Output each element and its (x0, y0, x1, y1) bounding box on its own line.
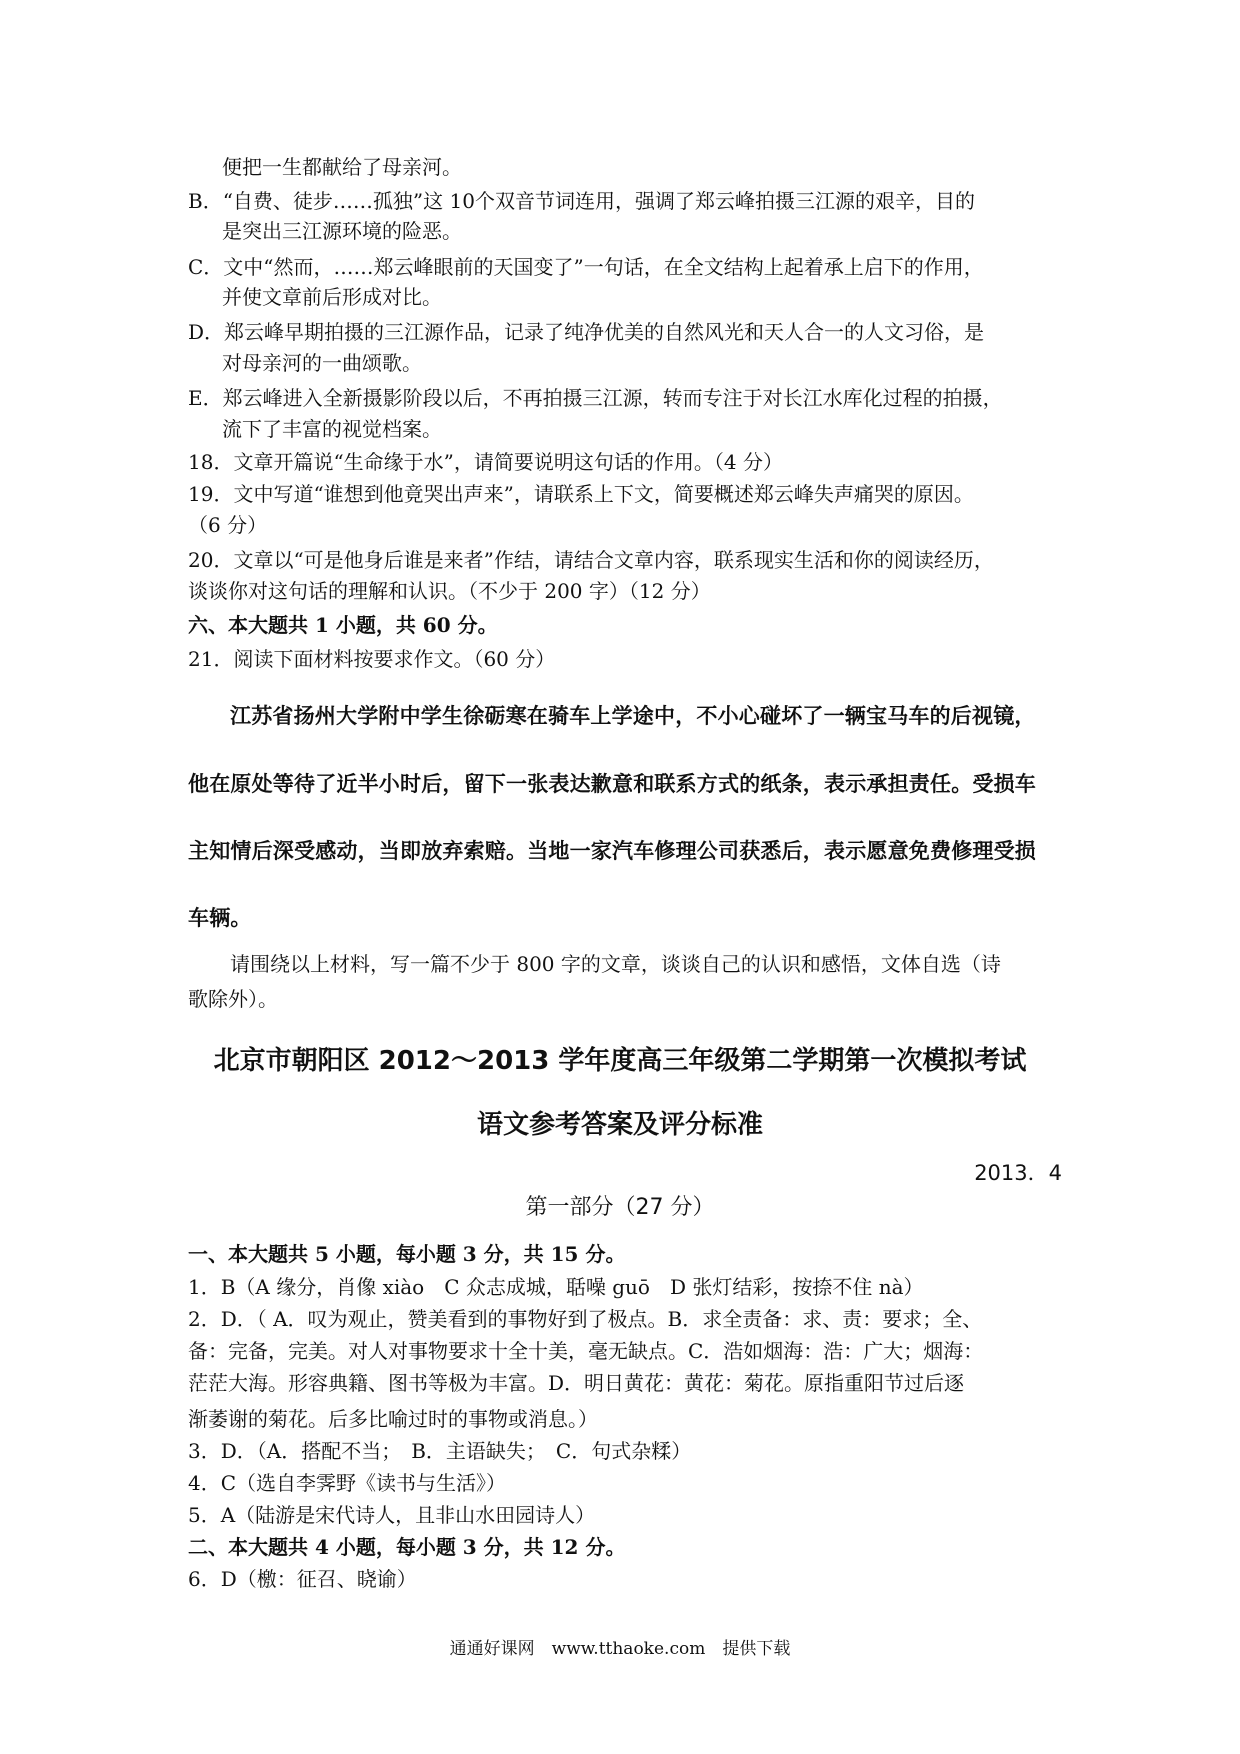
answer-3: 3．D．（A．搭配不当； B．主语缺失； C．句式杂糅） (188, 1439, 692, 1463)
answer-2: 2．D．（ A．叹为观止，赞美看到的事物好到了极点。B．求全责备：求、责：要求；全、 (188, 1307, 983, 1331)
option-c: C．文中“然而，……郑云峰眼前的天国变了”一句话，在全文结构上起着承上启下的作用， (188, 255, 984, 279)
section-heading: 六、本大题共 1 小题，共 60 分。 (188, 613, 498, 637)
question-19: 19．文中写道“谁想到他竟哭出声来”，请联系上下文，简要概述郑云峰失声痛哭的原因。 (188, 482, 974, 506)
question-19-score: （6 分） (188, 513, 268, 537)
option-b: B．“自费、徒步……孤独”这 10个双音节词连用，强调了郑云峰拍摄三江源的艰辛，目的 (188, 189, 975, 213)
answer-1: 1．B（A 缘分，肖像 xiào C 众志成城，聒噪 guō D 张灯结彩，按捺不住 nà） (188, 1275, 924, 1299)
question-20: 20．文章以“可是他身后谁是来者”作结，请结合文章内容，联系现实生活和你的阅读经历， (188, 548, 994, 572)
essay-material-line: 他在原处等待了近半小时后，留下一张表达歉意和联系方式的纸条，表示承担责任。受损车 (188, 772, 1036, 796)
text-line: 是突出三江源环境的险恶。 (222, 219, 462, 243)
option-d: D．郑云峰早期拍摄的三江源作品，记录了纯净优美的自然风光和天人合一的人文习俗，是 (188, 320, 985, 344)
answer-6: 6．D（檄：征召、晓谕） (188, 1567, 417, 1591)
text-line: 对母亲河的一曲颂歌。 (222, 351, 422, 375)
question-21: 21．阅读下面材料按要求作文。（60 分） (188, 647, 556, 671)
text-line: 谈谈你对这句话的理解和认识。（不少于 200 字）（12 分） (188, 579, 711, 603)
essay-prompt: 请围绕以上材料，写一篇不少于 800 字的文章，谈谈自己的认识和感悟，文体自选（诗 (230, 952, 1001, 976)
section-heading: 二、本大题共 4 小题，每小题 3 分，共 12 分。 (188, 1535, 626, 1559)
essay-material-line: 主知情后深受感动，当即放弃索赔。当地一家汽车修理公司获悉后，表示愿意免费修理受损 (188, 839, 1036, 863)
answer-2-cont: 备：完备，完美。对人对事物要求十全十美，毫无缺点。C．浩如烟海：浩：广大；烟海： (188, 1339, 984, 1363)
answer-2-cont: 渐萎谢的菊花。后多比喻过时的事物或消息。） (188, 1407, 598, 1431)
essay-prompt: 歌除外）。 (188, 987, 278, 1011)
text-line: 并使文章前后形成对比。 (222, 285, 442, 309)
option-e: E．郑云峰进入全新摄影阶段以后，不再拍摄三江源，转而专注于对长江水库化过程的拍摄， (188, 386, 1003, 410)
text-line: 便把一生都献给了母亲河。 (222, 155, 462, 179)
page-footer: 通通好课网 www.tthaoke.com 提供下载 (449, 1639, 791, 1659)
answer-key-title: 北京市朝阳区 2012～2013 学年度高三年级第二学期第一次模拟考试 (213, 1046, 1027, 1076)
question-18: 18．文章开篇说“生命缘于水”，请简要说明这句话的作用。（4 分） (188, 450, 783, 474)
answer-4: 4．C（选自李霁野《读书与生活》） (188, 1471, 507, 1495)
date-label: 2013．4 (974, 1161, 1062, 1185)
essay-material-line: 江苏省扬州大学附中学生徐砺寒在骑车上学途中，不小心碰坏了一辆宝马车的后视镜， (230, 704, 1036, 728)
answer-key-subtitle: 语文参考答案及评分标准 (476, 1110, 763, 1140)
essay-material-line: 车辆。 (188, 906, 252, 930)
text-line: 流下了丰富的视觉档案。 (222, 417, 442, 441)
section-heading: 一、本大题共 5 小题，每小题 3 分，共 15 分。 (188, 1242, 626, 1266)
answer-5: 5．A（陆游是宋代诗人，且非山水田园诗人） (188, 1503, 596, 1527)
answer-2-cont: 茫茫大海。形容典籍、图书等极为丰富。D．明日黄花：黄花：菊花。原指重阳节过后逐 (188, 1371, 965, 1395)
part-heading: 第一部分（27 分） (525, 1195, 715, 1220)
